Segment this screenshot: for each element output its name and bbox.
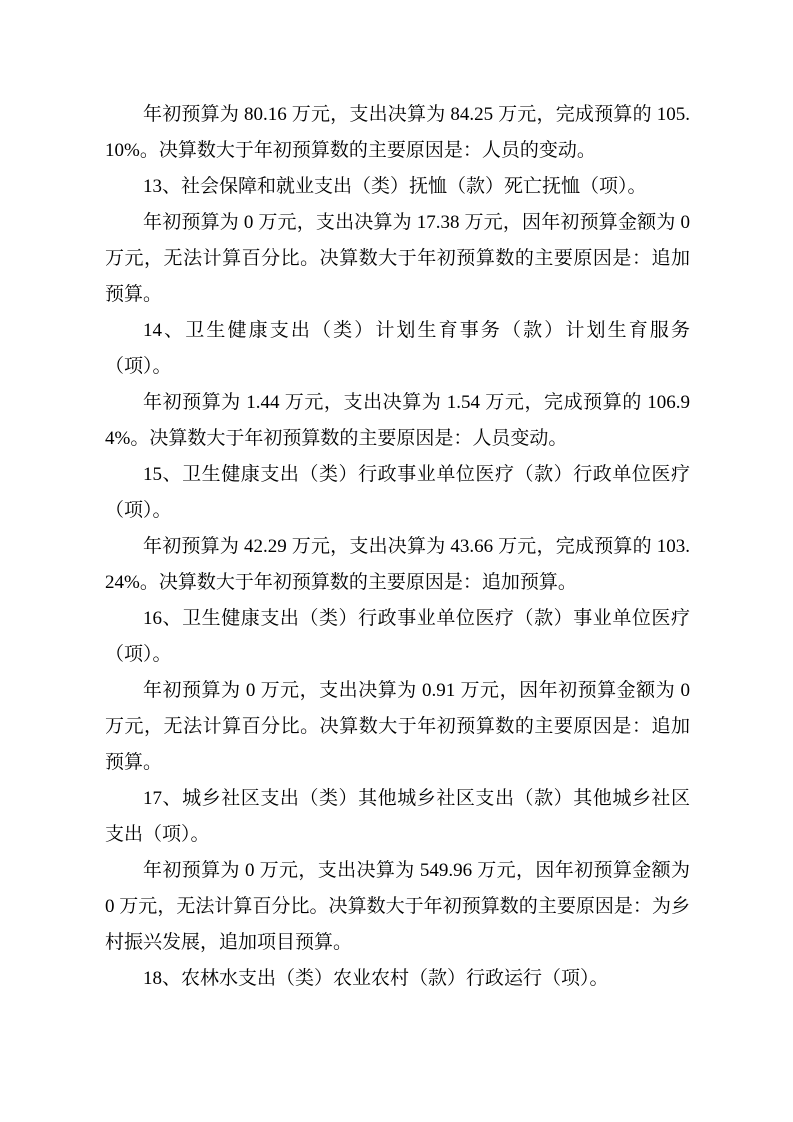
paragraph-item-17-detail: 年初预算为 0 万元，支出决算为 549.96 万元，因年初预算金额为 0 万元，无法计算百分比。决算数大于年初预算数的主要原因是：为乡村振兴发展，追加项目预算。 bbox=[105, 860, 690, 953]
paragraph-budget-item-12-detail: 年初预算为 80.16 万元，支出决算为 84.25 万元，完成预算的 105.10%。决算数大于年初预算数的主要原因是：人员的变动。 bbox=[105, 104, 690, 161]
paragraph-item-16-detail: 年初预算为 0 万元，支出决算为 0.91 万元，因年初预算金额为 0 万元，无法计算百分比。决算数大于年初预算数的主要原因是：追加预算。 bbox=[105, 680, 690, 773]
paragraph-item-13-detail: 年初预算为 0 万元，支出决算为 17.38 万元，因年初预算金额为 0 万元，无法计算百分比。决算数大于年初预算数的主要原因是：追加预算。 bbox=[105, 212, 690, 305]
paragraph-item-14-heading: 14、卫生健康支出（类）计划生育事务（款）计划生育服务（项）。 bbox=[105, 320, 690, 377]
paragraph-item-18-heading: 18、农林水支出（类）农业农村（款）行政运行（项）。 bbox=[143, 968, 609, 989]
paragraph-item-17-heading: 17、城乡社区支出（类）其他城乡社区支出（款）其他城乡社区支出（项）。 bbox=[105, 788, 690, 845]
paragraph-item-16-heading: 16、卫生健康支出（类）行政事业单位医疗（款）事业单位医疗（项）。 bbox=[105, 608, 690, 665]
paragraph-item-15-detail: 年初预算为 42.29 万元，支出决算为 43.66 万元，完成预算的 103.24%。决算数大于年初预算数的主要原因是：追加预算。 bbox=[105, 536, 690, 593]
paragraph-item-15-heading: 15、卫生健康支出（类）行政事业单位医疗（款）行政单位医疗（项）。 bbox=[105, 464, 690, 521]
paragraph-item-14-detail: 年初预算为 1.44 万元，支出决算为 1.54 万元，完成预算的 106.94%。决算数大于年初预算数的主要原因是：人员变动。 bbox=[105, 392, 690, 449]
paragraph-item-13-heading: 13、社会保障和就业支出（类）抚恤（款）死亡抚恤（项）。 bbox=[143, 176, 647, 197]
